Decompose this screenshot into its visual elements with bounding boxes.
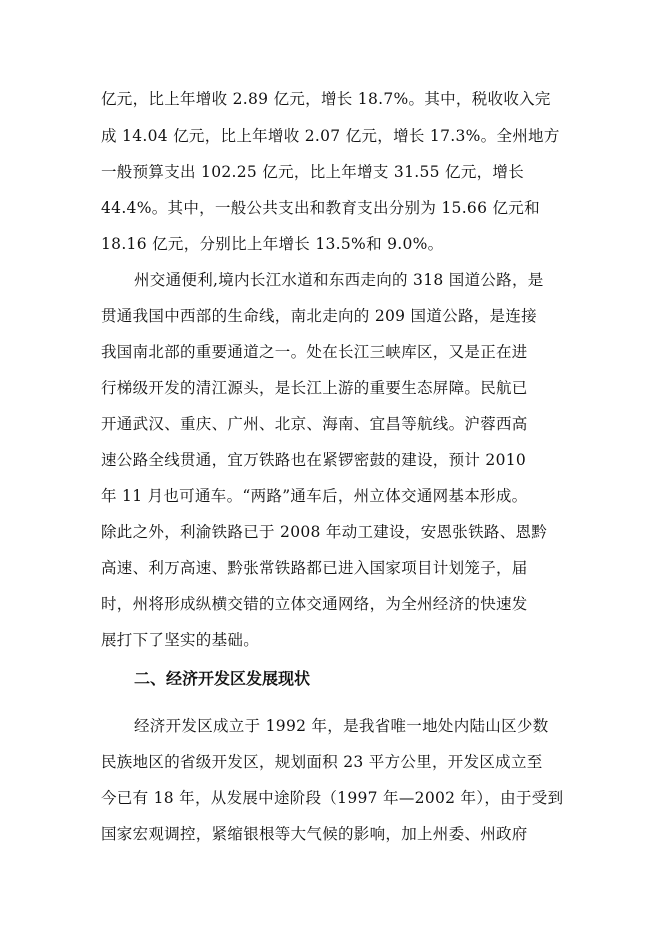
text-line: 时，州将形成纵横交错的立体交通网络，为全州经济的快速发 [101,595,528,613]
text-line: 速公路全线贯通，宜万铁路也在紧锣密鼓的建设，预计 2010 [101,451,527,469]
text-line: 经济开发区成立于 1992 年，是我省唯一地处内陆山区少数 [134,717,549,735]
text-line: 开通武汉、重庆、广州、北京、海南、宜昌等航线。沪蓉西高 [101,415,528,433]
text-line: 今已有 18 年，从发展中途阶段（1997 年—2002 年），由于受到 [101,789,564,807]
text-line: 44.4%。其中，一般公共支出和教育支出分别为 15.66 亿元和 [101,199,540,217]
text-line: 民族地区的省级开发区，规划面积 23 平方公里，开发区成立至 [101,753,543,771]
text-line: 成 14.04 亿元，比上年增收 2.07 亿元，增长 17.3%。全州地方 [101,127,560,145]
text-line: 国家宏观调控，紧缩银根等大气候的影响，加上州委、州政府 [101,825,528,843]
text-line: 一般预算支出 102.25 亿元，比上年增支 31.55 亿元，增长 [101,163,525,181]
text-line: 年 11 月也可通车。“两路”通车后，州立体交通网基本形成。 [101,487,528,505]
text-line: 高速、利万高速、黔张常铁路都已进入国家项目计划笼子，届 [101,559,528,577]
text-line: 除此之外，利渝铁路已于 2008 年动工建设，安恩张铁路、恩黔 [101,523,548,541]
text-line: 贯通我国中西部的生命线，南北走向的 209 国道公路，是连接 [101,307,537,325]
text-line: 展打下了坚实的基础。 [101,631,260,649]
section-heading: 二、经济开发区发展现状 [134,669,311,688]
text-line: 我国南北部的重要通道之一。处在长江三峡库区，又是正在进 [101,343,528,361]
text-line: 行梯级开发的清江源头，是长江上游的重要生态屏障。民航已 [101,379,528,397]
text-line: 18.16 亿元，分别比上年增长 13.5%和 9.0%。 [101,235,444,253]
text-line: 亿元，比上年增收 2.89 亿元，增长 18.7%。其中，税收收入完 [101,90,551,108]
text-line: 州交通便利,境内长江水道和东西走向的 318 国道公路，是 [134,271,544,289]
